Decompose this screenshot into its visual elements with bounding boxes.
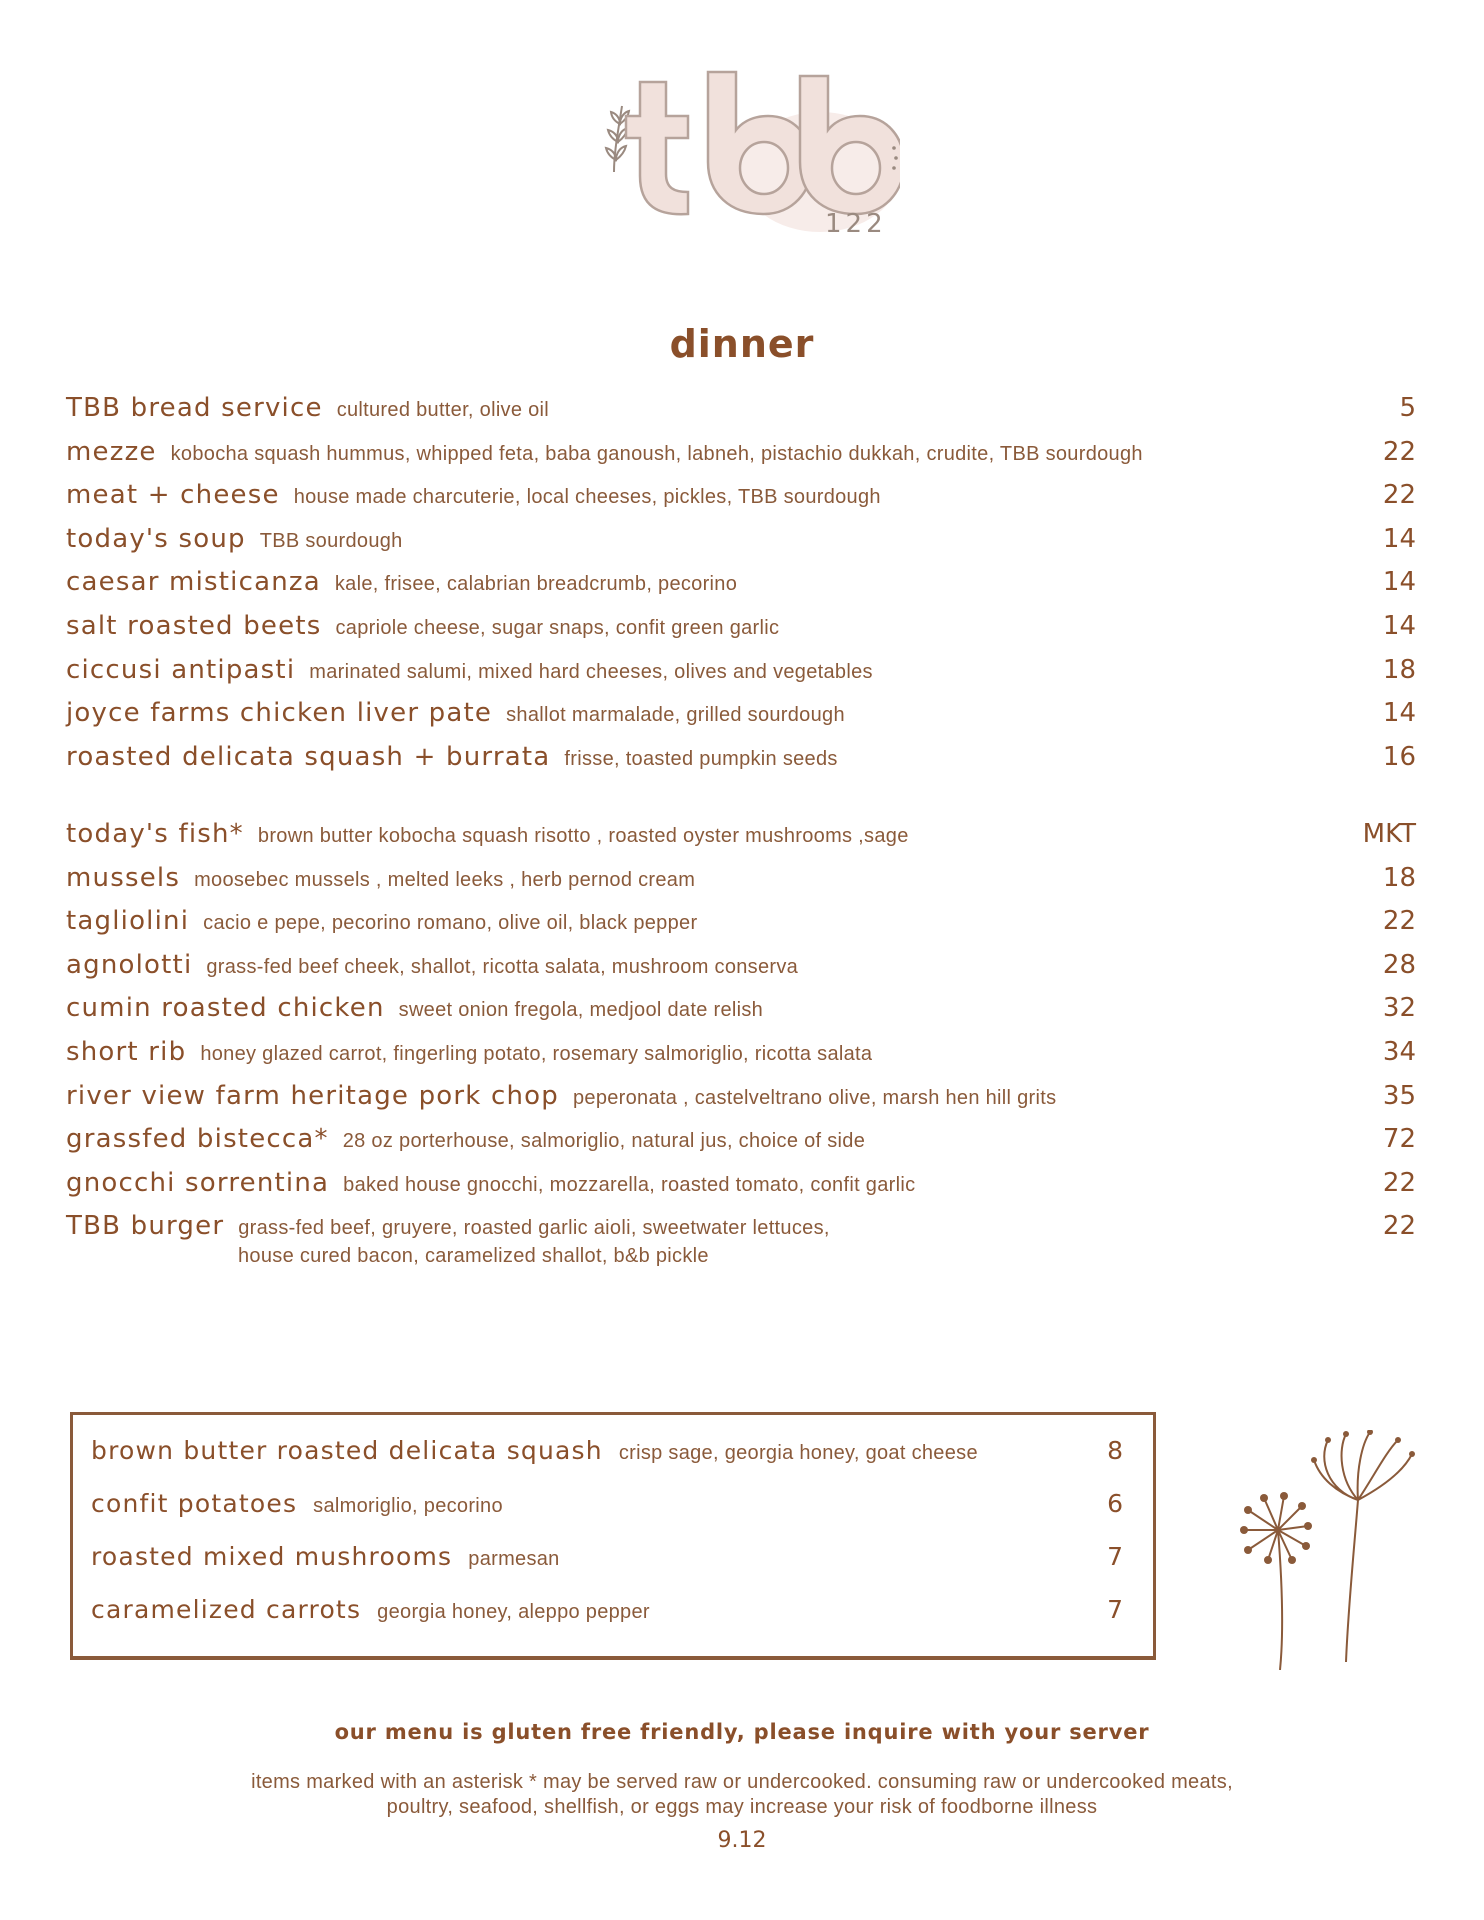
main-item [66, 1081, 1416, 1125]
main-item-price: 72 [1382, 1124, 1416, 1155]
main-item-price: 22 [1382, 906, 1416, 937]
menu-date: 9.12 [717, 1828, 767, 1853]
main-item-name: tagliolini [66, 906, 190, 937]
disclaimer-line-1: items marked with an asterisk * may be served raw or undercooked. consuming raw or undercooked meats, [251, 1771, 1233, 1793]
side-item-description: crisp sage, georgia honey, goat cheese [618, 1442, 978, 1464]
main-item-description: moosebec mussels , melted leeks , herb pernod cream [194, 868, 696, 891]
starter-item [66, 655, 1416, 699]
main-item-price: MKT [1362, 819, 1416, 849]
starter-item-description: frisse, toasted pumpkin seeds [564, 747, 838, 770]
main-item-name: grassfed bistecca* [66, 1124, 329, 1155]
starter-item-description: capriole cheese, sugar snaps, confit green garlic [335, 617, 780, 639]
main-item [66, 1211, 1416, 1268]
starter-item [66, 437, 1416, 481]
starter-item-description: kale, frisee, calabrian breadcrumb, pecorino [334, 573, 738, 596]
starter-item [66, 480, 1416, 524]
main-item-name: gnocchi sorrentina [66, 1167, 330, 1198]
main-item-description: grass-fed beef cheek, shallot, ricotta salata, mushroom conserva [206, 955, 799, 978]
starter-item-name: caesar misticanza [66, 567, 321, 598]
main-item [66, 1168, 1416, 1212]
side-item-price: 8 [1107, 1436, 1123, 1465]
starter-item-description: shallot marmalade, grilled sourdough [506, 704, 845, 727]
main-item-price: 35 [1382, 1080, 1416, 1111]
starter-item-description: cultured butter, olive oil [336, 399, 550, 421]
main-item [66, 863, 1416, 907]
main-item [66, 906, 1416, 950]
starter-item [66, 567, 1416, 611]
starter-item-price: 16 [1382, 741, 1416, 772]
side-item-description: georgia honey, aleppo pepper [377, 1601, 650, 1623]
starter-item-description: marinated salumi, mixed hard cheeses, olives and vegetables [309, 660, 873, 683]
main-item [66, 1037, 1416, 1081]
gluten-free-note: our menu is gluten free friendly, please inquire with your server [334, 1720, 1150, 1744]
side-item [91, 1595, 1131, 1635]
starter-item [66, 524, 1416, 568]
starter-item-price: 14 [1382, 698, 1416, 729]
starter-item-name: roasted delicata squash + burrata [66, 741, 551, 772]
main-item [66, 1124, 1416, 1168]
side-item-name: caramelized carrots [91, 1595, 362, 1624]
main-item-price: 22 [1382, 1167, 1416, 1198]
main-item-description: sweet onion fregola, medjool date relish [398, 999, 764, 1022]
starter-item-name: joyce farms chicken liver pate [66, 698, 493, 729]
starter-item-price: 14 [1382, 523, 1416, 554]
side-item-description: parmesan [468, 1548, 560, 1570]
main-item-description: cacio e pepe, pecorino romano, olive oil, black pepper [203, 912, 698, 935]
main-item-name: mussels [66, 862, 181, 893]
sides-box-bottom-rule [70, 1656, 1156, 1660]
starter-item-price: 14 [1382, 567, 1416, 598]
tbb-122-logo [600, 62, 900, 242]
section-title: dinner [669, 322, 815, 366]
main-item-name: cumin roasted chicken [66, 993, 385, 1024]
main-item-name: today's fish* [66, 819, 244, 849]
disclaimer-line-2: poultry, seafood, shellfish, or eggs may increase your risk of foodborne illness [386, 1796, 1098, 1818]
sides-box-top-rule [70, 1412, 1156, 1415]
side-item [91, 1542, 1131, 1582]
starter-item-price: 14 [1382, 611, 1416, 641]
starter-item-name: today's soup [66, 523, 246, 554]
side-item [91, 1489, 1131, 1529]
main-item-price: 32 [1382, 993, 1416, 1024]
side-item [91, 1436, 1131, 1476]
side-item-name: brown butter roasted delicata squash [91, 1436, 603, 1465]
main-item-name: river view farm heritage pork chop [66, 1080, 559, 1111]
side-item-name: roasted mixed mushrooms [91, 1542, 453, 1571]
main-item-description: peperonata , castelveltrano olive, marsh hen hill grits [572, 1086, 1057, 1109]
logo-wordmark [626, 72, 900, 214]
starter-item-name: mezze [66, 436, 157, 467]
main-item-name: short rib [66, 1037, 187, 1067]
starter-item [66, 393, 1416, 437]
side-item-name: confit potatoes [91, 1489, 298, 1518]
main-item-description-line-2: house cured bacon, caramelized shallot, b&b pickle [238, 1245, 709, 1268]
side-item-price: 7 [1107, 1595, 1123, 1624]
main-item-description: brown butter kobocha squash risotto , roasted oyster mushrooms ,sage [257, 825, 909, 847]
side-item-price: 7 [1107, 1542, 1123, 1571]
starter-item-description: TBB sourdough [259, 529, 403, 552]
main-item [66, 993, 1416, 1037]
main-item-name: agnolotti [66, 949, 193, 980]
starter-item-price: 22 [1382, 436, 1416, 467]
starter-item [66, 611, 1416, 655]
starter-item-name: TBB bread service [66, 393, 323, 423]
starter-item [66, 698, 1416, 742]
main-item-description: grass-fed beef, gruyere, roasted garlic aioli, sweetwater lettuces, [238, 1217, 830, 1240]
main-item-name: TBB burger [66, 1211, 225, 1242]
main-item-description: honey glazed carrot, fingerling potato, rosemary salmoriglio, ricotta salata [200, 1043, 873, 1065]
main-item-price: 28 [1382, 949, 1416, 980]
main-item [66, 819, 1416, 863]
starter-item-name: ciccusi antipasti [66, 654, 296, 685]
starter-item-description: house made charcuterie, local cheeses, pickles, TBB sourdough [293, 486, 881, 509]
sides-box [70, 1412, 1156, 1660]
starter-item-description: kobocha squash hummus, whipped feta, baba ganoush, labneh, pistachio dukkah, crudite, TBB sourdough [170, 442, 1143, 465]
main-item [66, 950, 1416, 994]
logo-number: 122 [825, 209, 887, 239]
side-item-description: salmoriglio, pecorino [313, 1495, 503, 1517]
main-item-description: 28 oz porterhouse, salmoriglio, natural jus, choice of side [342, 1130, 866, 1153]
main-item-price: 34 [1382, 1037, 1416, 1067]
main-item-description: baked house gnocchi, mozzarella, roasted tomato, confit garlic [343, 1173, 916, 1196]
starter-item-price: 5 [1399, 393, 1416, 423]
main-item-price: 18 [1382, 862, 1416, 893]
starter-item-price: 22 [1382, 480, 1416, 511]
starter-item [66, 742, 1416, 786]
starter-item-price: 18 [1382, 654, 1416, 685]
raw-food-disclaimer [0, 1770, 1484, 1820]
starter-item-name: salt roasted beets [66, 611, 322, 641]
starter-item-name: meat + cheese [66, 480, 280, 511]
dandelion-flowers-icon [1228, 1430, 1418, 1670]
main-item-price: 22 [1382, 1211, 1416, 1242]
side-item-price: 6 [1107, 1489, 1123, 1518]
